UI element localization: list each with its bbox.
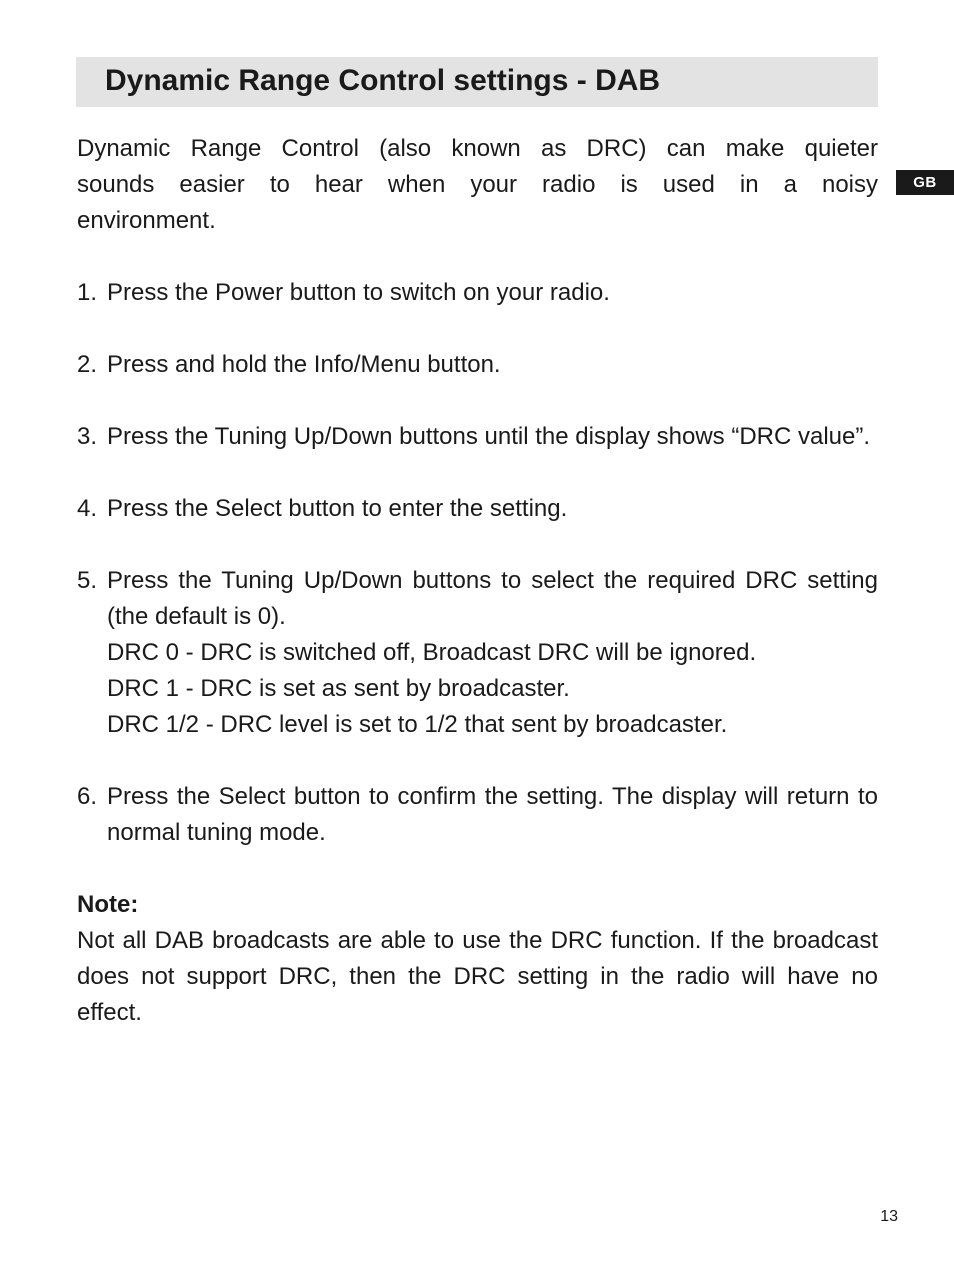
drc-option-half: DRC 1/2 - DRC level is set to 1/2 that sent by broadcaster. xyxy=(107,711,728,738)
step-text: Press the Tuning Up/Down buttons to select the required DRC setting (the default is 0). xyxy=(107,567,878,630)
language-tab: GB xyxy=(896,170,954,195)
intro-line-3: environment. xyxy=(77,207,216,234)
note-body: Not all DAB broadcasts are able to use the DRC function. If the broadcast does not support DRC, then the DRC setting in the radio will have no effect. xyxy=(77,927,878,1026)
step-number: 4. xyxy=(77,495,98,522)
step-5 xyxy=(77,563,878,743)
step-number: 3. xyxy=(77,423,98,450)
section-title-bar xyxy=(76,57,878,107)
step-text: Press and hold the Info/Menu button. xyxy=(107,351,501,378)
step-number: 6. xyxy=(77,783,98,810)
intro-paragraph xyxy=(77,131,878,239)
step-text: Press the Power button to switch on your radio. xyxy=(107,279,610,306)
step-text: Press the Select button to enter the setting. xyxy=(107,495,568,522)
step-6 xyxy=(77,779,878,851)
step-number: 5. xyxy=(77,567,98,594)
page-title: Dynamic Range Control settings - DAB xyxy=(105,64,661,97)
page-number: 13 xyxy=(880,1208,898,1225)
note-heading: Note: xyxy=(77,891,139,918)
steps-list xyxy=(77,275,878,851)
step-number: 1. xyxy=(77,279,98,306)
document-body xyxy=(77,131,878,1031)
step-1 xyxy=(77,275,878,311)
step-3 xyxy=(77,419,878,455)
step-2 xyxy=(77,347,878,383)
step-text: Press the Tuning Up/Down buttons until the display shows “DRC value”. xyxy=(107,423,871,450)
step-number: 2. xyxy=(77,351,98,378)
step-4 xyxy=(77,491,878,527)
intro-line-1: Dynamic Range Control (also known as DRC) can make quieter xyxy=(77,135,878,162)
intro-line-2: sounds easier to hear when your radio is used in a noisy xyxy=(77,171,878,198)
drc-option-0: DRC 0 - DRC is switched off, Broadcast DRC will be ignored. xyxy=(107,639,757,666)
drc-option-1: DRC 1 - DRC is set as sent by broadcaster. xyxy=(107,675,570,702)
step-text: Press the Select button to confirm the setting. The display will return to normal tuning mode. xyxy=(107,783,878,846)
